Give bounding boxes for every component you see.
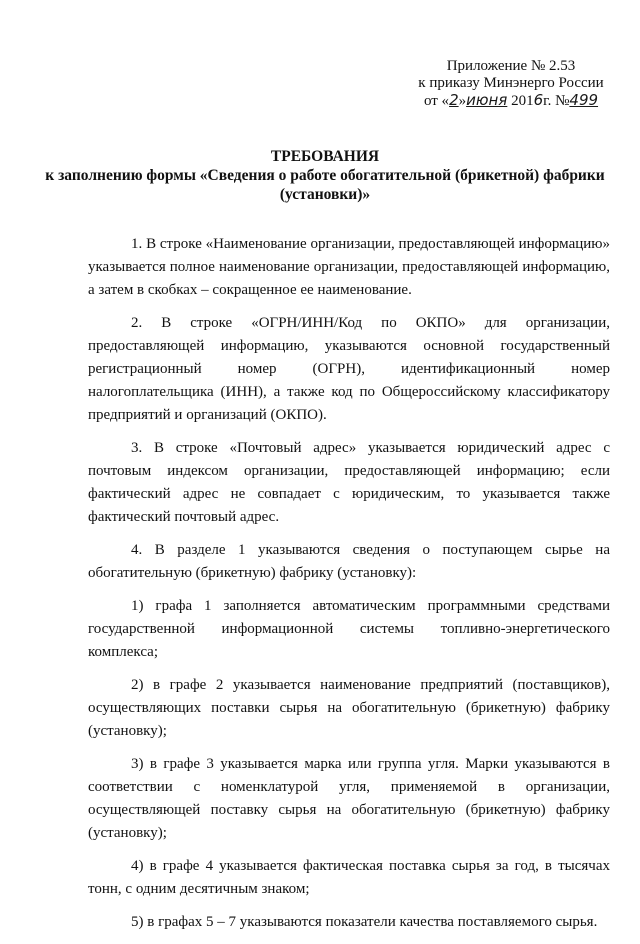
appendix-number: Приложение № 2.53 [446,58,576,74]
subparagraph-3: 3) в графе 3 указывается марка или группа угля. Марки указываются в соответствии с номенклатурой угля, применяемой в организации, осуществляющей поставку сырья на обогатительную (брикетную) фабрику (установку); [88,756,610,841]
year-suffix: г. № [543,93,570,109]
order-date-line [396,92,626,110]
paragraph-3: 3. В строке «Почтовый адрес» указывается юридический адрес с почтовым индексом организации, предоставляющей информацию; если фактический адрес не совпадает с юридическим, то указывается также фактический почтовый адрес. [88,440,610,525]
appendix-header [396,58,626,110]
paragraph-2: 2. В строке «ОГРН/ИНН/Код по ОКПО» для организации, предоставляющей информацию, указываются основной государственный регистрационный номер (ОГРН), идентификационный номер налогоплательщика (ИНН), а также код по Общероссийскому классификатору предприятий и организаций (ОКПО). [88,315,610,423]
subparagraph-1: 1) графа 1 заполняется автоматическим программными средствами государственной информационной системы топливно-энергетического комплекса; [88,598,610,660]
subparagraph-2: 2) в графе 2 указывается наименование предприятий (поставщиков), осуществляющих поставки сырья на обогатительную (брикетную) фабрику (установку); [88,677,610,739]
date-mid: » [458,93,467,109]
subparagraph-4: 4) в графе 4 указывается фактическая поставка сырья за год, в тысячах тонн, с одним десятичным знаком; [88,858,610,897]
handwritten-month: июня [466,91,508,109]
document-title [40,147,610,204]
paragraph-4: 4. В разделе 1 указываются сведения о поступающем сырье на обогатительную (брикетную) фабрику (установку): [88,542,610,581]
year-prefix: 201 [507,93,534,109]
paragraph-1: 1. В строке «Наименование организации, предоставляющей информацию» указывается полное наименование организации, предоставляющей информацию, а затем в скобках – сокращенное ее наименование. [88,236,610,298]
handwritten-year-digit: 6 [533,91,544,109]
handwritten-order-number: 499 [569,91,599,109]
handwritten-day: 2 [449,91,459,109]
title-heading: ТРЕБОВАНИЯ [270,148,380,165]
order-reference: к приказу Минэнерго России [418,75,604,91]
title-subheading: к заполнению формы «Сведения о работе обогатительной (брикетной) фабрики [45,167,605,184]
title-subheading-end: (установки)» [279,186,371,203]
subparagraph-5: 5) в графах 5 – 7 указываются показатели качества поставляемого сырья. [131,914,598,930]
date-prefix: от « [423,93,450,109]
document-body [88,233,610,944]
